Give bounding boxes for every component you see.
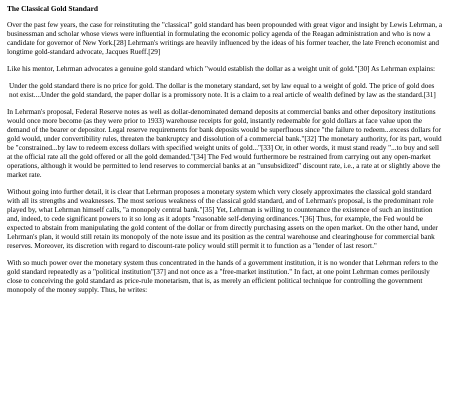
paragraph-political: With so much power over the monetary system thus concentrated in the hands of a government institution, it is no wonder that Lehrman refers to the gold standard repeatedly as a "political institution"[37] and not once as a "free-market institution." In fact, at one point Lehrman comes perilously close to conceiving the gold standard as price-rule monetarism, that is, as merely an efficient political technique for controlling the government monopoly of the money supply. Thus, he writes: [7, 259, 438, 294]
paragraph-mentor: Like his mentor, Lehrman advocates a genuine gold standard which "would establish the dollar as a weight unit of gold."[30] As Lehrman explains: [7, 65, 436, 73]
paragraph-intro: Over the past few years, the case for reinstituting the "classical" gold standard has been propounded with great vigor and insight by Lewis Lehrman, a businessman and scholar whose views were influential in formulating the economic policy agenda of the Reagan administration and who is now a candidate for governor of New York.[28] Lehrman's writings are heavily influenced by the ideas of his former teacher, the late French economist and longtime gold-standard advocate, Jacques Rueff.[29] [7, 21, 443, 56]
paragraph-quote: Under the gold standard there is no price for gold. The dollar is the monetary standard, set by law equal to a weight of gold. The price of gold does not exist....Under the gold standard, the paper dollar is a promissory note. It is a claim to a real article of wealth defined by law as the standard.[31] [9, 82, 436, 99]
paragraph-proposal: In Lehrman's proposal, Federal Reserve notes as well as dollar-denominated demand deposits at commercial banks and other depository institutions would once more become (as they were prior to 1933) warehouse receipts for gold, instantly redeemable for gold dollars at face value upon the demand of the bearer or depositor. Legal reserve requirements for bank deposits would be superfluous since "the failure to redeem...excess dollars for gold would, under convertibility rules, threaten the bankruptcy and dissolution of a commercial bank."[32] The monetary authority, for its part, would be "constrained...by law to redeem excess dollars with specified weight units of gold..."[33] Or, in other words, it must stand ready "...to buy and sell at the official rate all the gold offered or all the gold demanded."[34] The Fed would furthermore be restrained from carrying out any open-market operations, although it would be permitted to lend reserves to commercial banks at an "unsubsidized" discount rate, i.e., a rate at or slightly above the market rate. [7, 108, 442, 179]
document [7, 0, 444, 303]
document-title: The Classical Gold Standard [7, 4, 98, 13]
paragraph-weakness: Without going into further detail, it is clear that Lehrman proposes a monetary system which very closely approximates the classical gold standard with all its strengths and weaknesses. The most serious weakness of the classical gold standard, and of Lehrman's proposal, is the predominant role played by, what Lehrman himself calls, "a monopoly central bank."[35] Yet, Lehrman is willing to countenance the existence of such an institution and, indeed, to cede significant powers to it so long as it adopts "reasonable self-denying ordinances."[36] Thus, for example, the Fed would be expected to abstain from manipulating the gold content of the dollar or from directly purchasing assets on the open market. On the other hand, under Lehrman's plan, it would still retain its monopoly of the note issue and its position as the central warehouse and clearinghouse for commercial bank reserves. Moreover, its discretion with regard to discount-rate policy would still permit it to function as a "lender of last resort." [7, 188, 438, 250]
